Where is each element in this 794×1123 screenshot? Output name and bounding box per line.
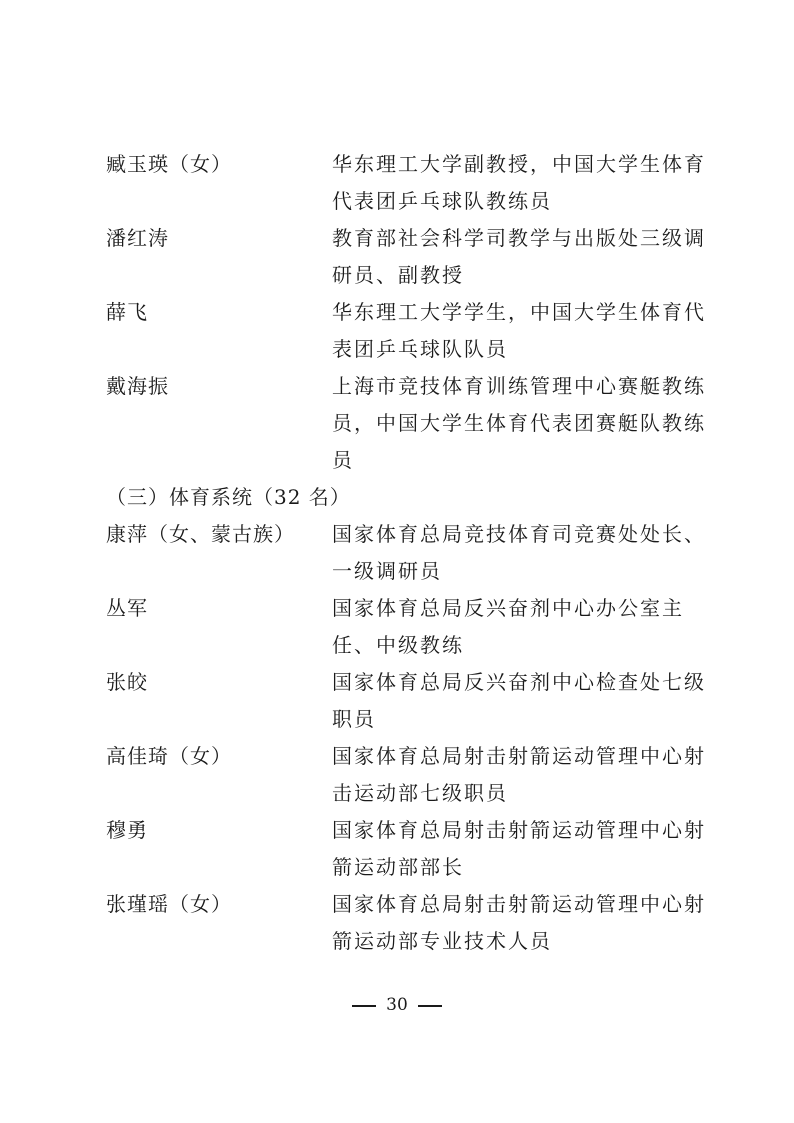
description-line: 表团乒乓球队队员 bbox=[332, 337, 508, 361]
description-line: 国家体育总局射击射箭运动管理中心射 bbox=[332, 744, 706, 768]
description-line: 一级调研员 bbox=[332, 559, 442, 583]
description-line: 员，中国大学生体育代表团赛艇队教练 bbox=[332, 411, 706, 435]
list-item bbox=[106, 368, 706, 479]
description-line: 研员、副教授 bbox=[332, 263, 464, 287]
list-item bbox=[106, 220, 706, 294]
description-line: 国家体育总局射击射箭运动管理中心射 bbox=[332, 892, 706, 916]
description-line: 上海市竞技体育训练管理中心赛艇教练 bbox=[332, 374, 706, 398]
dash-right bbox=[418, 1005, 442, 1007]
person-description bbox=[332, 368, 706, 479]
list-item bbox=[106, 664, 706, 738]
person-name: 穆勇 bbox=[106, 818, 148, 842]
description-line: 员 bbox=[332, 448, 354, 472]
person-description bbox=[332, 590, 696, 664]
description-line: 华东理工大学学生，中国大学生体育代 bbox=[332, 300, 706, 324]
person-description bbox=[332, 886, 706, 960]
person-description bbox=[332, 146, 706, 220]
description-line: 华东理工大学副教授，中国大学生体育 bbox=[332, 152, 706, 176]
list-item bbox=[106, 590, 706, 664]
list-item bbox=[106, 812, 706, 886]
section-heading: （三）体育系统（32 名） bbox=[106, 485, 351, 509]
person-name: 高佳琦（女） bbox=[106, 744, 232, 768]
page-footer bbox=[0, 990, 794, 1020]
dash-left bbox=[352, 1005, 376, 1007]
personnel-list bbox=[106, 146, 706, 960]
page-number: 30 bbox=[386, 995, 408, 1015]
description-line: 箭运动部专业技术人员 bbox=[332, 929, 552, 953]
description-line: 箭运动部部长 bbox=[332, 855, 464, 879]
person-name: 臧玉瑛（女） bbox=[106, 152, 232, 176]
person-name: 薛飞 bbox=[106, 300, 148, 324]
description-line: 教育部社会科学司教学与出版处三级调 bbox=[332, 226, 706, 250]
person-description bbox=[332, 516, 706, 590]
person-description bbox=[332, 220, 706, 294]
description-line: 代表团乒乓球队教练员 bbox=[332, 189, 552, 213]
list-item bbox=[106, 886, 706, 960]
person-description bbox=[332, 812, 706, 886]
person-description bbox=[332, 294, 706, 368]
description-line: 国家体育总局反兴奋剂中心办公室主 bbox=[332, 596, 684, 620]
list-item bbox=[106, 516, 706, 590]
person-name: 张皎 bbox=[106, 670, 148, 694]
description-line: 任、中级教练 bbox=[332, 633, 464, 657]
person-name: 丛军 bbox=[106, 596, 148, 620]
person-description bbox=[332, 664, 706, 738]
list-item bbox=[106, 294, 706, 368]
description-line: 国家体育总局射击射箭运动管理中心射 bbox=[332, 818, 706, 842]
person-name: 康萍（女、蒙古族） bbox=[106, 522, 295, 546]
description-line: 职员 bbox=[332, 707, 376, 731]
person-name: 戴海振 bbox=[106, 374, 169, 398]
description-line: 国家体育总局竞技体育司竞赛处处长、 bbox=[332, 522, 706, 546]
list-item bbox=[106, 738, 706, 812]
person-name: 张瑾瑶（女） bbox=[106, 892, 232, 916]
description-line: 击运动部七级职员 bbox=[332, 781, 508, 805]
person-name: 潘红涛 bbox=[106, 226, 169, 250]
list-item bbox=[106, 146, 706, 220]
description-line: 国家体育总局反兴奋剂中心检查处七级 bbox=[332, 670, 706, 694]
person-description bbox=[332, 738, 706, 812]
